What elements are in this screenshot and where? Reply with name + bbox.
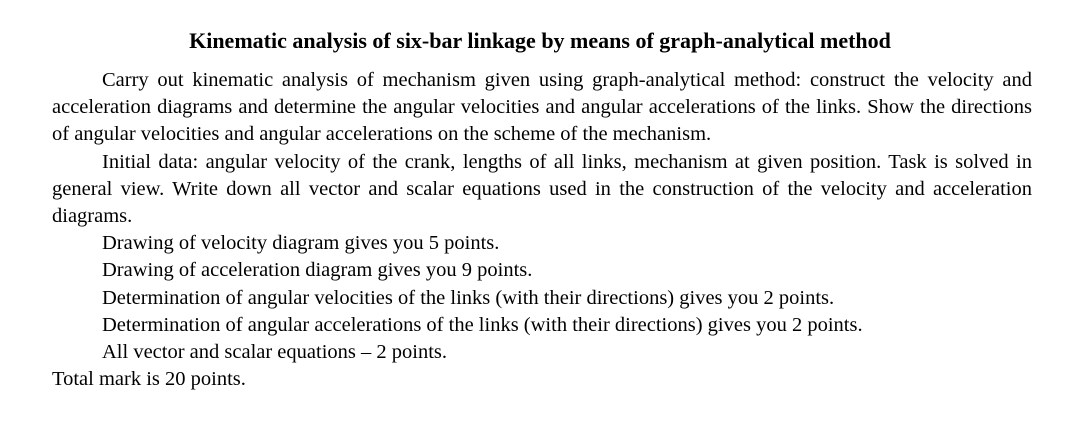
document-title: Kinematic analysis of six-bar linkage by means of graph-analytical method xyxy=(189,28,891,53)
grading-item-angular-velocities: Determination of angular velocities of the links (with their directions) gives you 2 points. xyxy=(102,286,835,309)
grading-item-velocity-diagram: Drawing of velocity diagram gives you 5 points. xyxy=(102,232,500,255)
grading-item-acceleration-diagram: Drawing of acceleration diagram gives you 9 points. xyxy=(102,259,533,282)
initial-data-paragraph: Initial data: angular velocity of the crank, lengths of all links, mechanism at given position. Task is solved in general view. Write down all vector and scalar equations used in the construction of the velocity and acceleration diagrams. xyxy=(52,150,1032,228)
grading-item-equations: All vector and scalar equations – 2 points. xyxy=(102,341,447,364)
task-paragraph: Carry out kinematic analysis of mechanism given using graph-analytical method: construct the velocity and acceleration diagrams and determine the angular velocities and angular accelerations of the links. Show the directions of angular velocities and angular accelerations on the scheme of the mechanism. xyxy=(52,69,1032,146)
total-mark: Total mark is 20 points. xyxy=(52,368,246,391)
document-body xyxy=(52,67,1032,393)
grading-item-angular-accelerations: Determination of angular accelerations of the links (with their directions) gives you 2 points. xyxy=(102,313,863,336)
